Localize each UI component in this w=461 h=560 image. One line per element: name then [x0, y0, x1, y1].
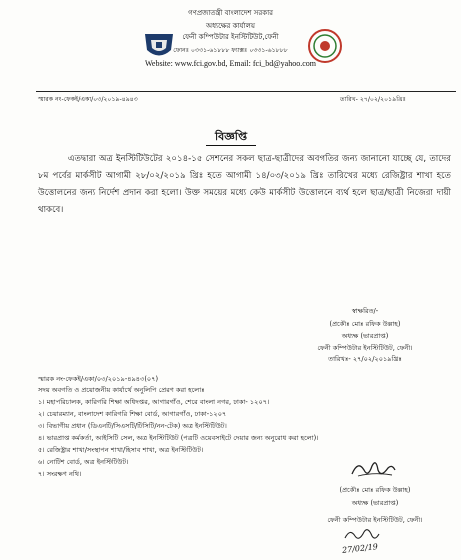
handwritten-signature-icon	[348, 456, 398, 482]
notice-body: এতদ্বারা অত্র ইনস্টিটিউটের ২০১৪-১৫ সেশনের সকল ছাত্র-ছাত্রীদের অবগতির জন্য জানানো যাচ্ছে যে, তাদের ৮ম পর্বের মার্কসীট আগামী ২৮/০২/২০১৯ খ্রিঃ হতে আগামী ১৪/০৩/২০১৯ খ্রিঃ তারিখের মধ্যে রেজিষ্ট্রার শাখা হতে উত্তোলনের জন্য নির্দেশ প্রদান করা হলো। উক্ত সময়ের মধ্যে কেউ মার্কসীট উত্তোলনে ব্যর্থ হলে ছাত্র/ছাত্রী নিজেরা দায়ী থাকবে।	[38, 154, 451, 215]
distribution-item: ৬। নোটিশ বোর্ড, অত্র ইনস্টিটিউট।	[38, 458, 129, 466]
signatory-institute: ফেনী কম্পিউটার ইনস্টিটিউট, ফেনী।	[317, 344, 413, 352]
distribution-item: ৩। বিভাগীয় প্রধান (ডিএনটি/সিএসটি/টিসিটি/নন-টেক) অত্র ইনস্টিটিউট।	[38, 422, 227, 430]
signatory-institute-2: ফেনী কম্পিউটার ইনস্টিটিউট, ফেনী।	[327, 516, 423, 524]
distribution-item: ২। চেয়ারম্যান, বাংলাদেশ কারিগরি শিক্ষা বোর্ড, আগারগাঁও, ঢাকা-১২০৭	[38, 410, 227, 418]
signatory-name: (প্রকৌঃ মোঃ রফিক উল্লাহ)	[329, 320, 401, 328]
distribution-item: ৭। সংরক্ষণ নথি।	[38, 470, 82, 478]
notice-title: বিজ্ঞপ্তি	[206, 130, 256, 146]
institute-name: ফেনী কম্পিউটার ইনস্টিটিউট,ফেনী	[182, 33, 279, 41]
government-name: গণপ্রজাতন্ত্রী বাংলাদেশ সরকার	[188, 9, 273, 17]
signature-date: তারিখঃ- ২৭/০২/২০১৯খ্রিঃ	[328, 355, 402, 363]
memo-date: তারিখ- ২৭/০২/২০১৯খ্রিঃ	[340, 96, 406, 103]
distribution-intro: সদয় অবগতি ও প্রয়োজনীয় কার্যার্থে অনুলিপি প্রেরণ করা হলোঃ	[38, 386, 205, 394]
signatory-title: অধ্যক্ষ (ভারপ্রাপ্ত)	[341, 332, 389, 340]
distribution-item: ১। মহাপরিচালক, কারিগরি শিক্ষা অধিদপ্তর, আগারগাঁও, শেরে বাংলা নগর, ঢাকা- ১২০৭।	[38, 398, 270, 406]
signatory-name-2: (প্রকৌঃ মোঃ রফিক উল্লাহ)	[339, 486, 411, 494]
signed-mark: স্বাক্ষরিত/-	[351, 307, 379, 315]
distribution-memo: স্মারক নং-ফেকই/একা/০৩/২০১৯-৪৯৪৩(০৭)	[38, 375, 159, 383]
signatory-title-2: অধ্যক্ষ (ভারপ্রাপ্ত)	[351, 499, 399, 507]
handwritten-date: 27/02/19	[341, 542, 379, 555]
website-email: Website: www.fci.gov.bd, Email: fci_bd@yahoo.com	[145, 59, 316, 68]
distribution-item: ৪। ভারপ্রাপ্ত কর্মকর্তা, আইসিটি সেল, অত্র ইনস্টিটিউট (পত্রটি ওয়েবসাইটে দেয়ার জন্য অনুরোধ করা হলো)।	[38, 434, 319, 442]
office-name: অধ্যক্ষের কার্যালয়	[206, 22, 255, 30]
phone-fax: ফোনঃ ০৩৩১-৬১৮৮৮ ফ্যাক্সঃ ০৩৩১-৬১৮৮৮	[173, 47, 288, 54]
header-rule	[36, 91, 456, 92]
distribution-item: ৫। রেজিষ্ট্রার শাখা/সংস্থাপন শাখা/হিসাব শাখা, অত্র ইনস্টিটিউট।	[38, 446, 204, 454]
memo-number: স্মারক নং-ফেকই/একা/০৩/২০১৯-৪৯৪৩	[38, 96, 138, 103]
